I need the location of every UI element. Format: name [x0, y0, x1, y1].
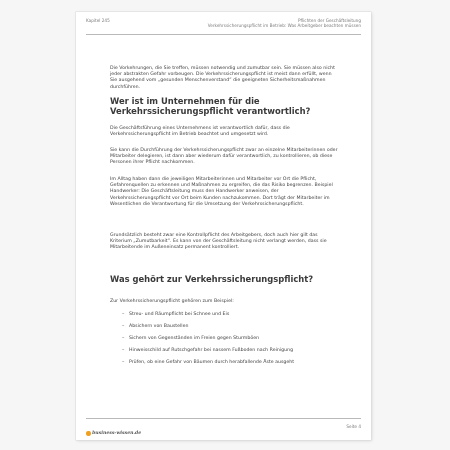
paragraph-responsibility-3: Im Alltag haben dann die jeweiligen Mitarbeiterinnen und Mitarbeiter vor Ort die Pflicht, Gefahrenquellen zu erkennen und Maßnahmen zu ergreifen, die das Risiko begrenzen. Beispiel Handwerker: Die Geschäftsleitung muss den Handwerker anweisen, der Verkehrssicherungspflicht vor Ort beim Kunden nachzukommen. Dort trägt der Mitarbeiter im Wesentlichen die Verantwortung für die Umsetzung der Verkehrssicherungspflicht.	[110, 177, 333, 207]
intro-paragraph: Die Vorkehrungen, die Sie treffen, müssen notwendig und zumutbar sein. Sie müssen also nicht jeder abstrakten Gefahr vorbeugen. Die Verkehrssicherungspflicht ist meist dann erfüllt, wenn Sie ausgehend vom „gesunden Menschenverstand“ die geeigneten Sicherheitsmaßnahmen durchführen.	[110, 66, 335, 90]
running-title-line2: Verkehrssicherungspflicht im Betrieb: Was Arbeitgeber beachten müssen	[207, 23, 361, 29]
bullet-dash: –	[122, 360, 125, 365]
page-number: Seite 4	[346, 424, 361, 429]
list-item	[122, 336, 259, 342]
section-heading-responsibility: Wer ist im Unternehmen für die Verkehrssicherungspflicht verantwortlich?	[110, 96, 311, 117]
paragraph-responsibility-2: Sie kann die Durchführung der Verkehrssicherungspflicht zwar an einzelne Mitarbeiterinnen oder Mitarbeiter delegieren, ist dann aber wiederum dafür verantwortlich, zu kontrollieren, ob diese Personen ihrer Pflicht nachkommen.	[110, 148, 338, 166]
page-footer	[86, 418, 361, 436]
running-title-line1: Pflichten der Geschäftsleitung	[297, 18, 361, 23]
page-header	[86, 18, 361, 35]
logo-text: business-wissen.de	[92, 431, 142, 436]
list-item-text: Streu- und Räumpflicht bei Schnee und Eis	[129, 312, 230, 317]
list-item	[122, 348, 293, 354]
list-item	[122, 312, 229, 318]
list-item	[122, 360, 294, 366]
list-intro: Zur Verkehrssicherungspflicht gehören zum Beispiel:	[110, 299, 234, 304]
logo-dot-icon	[86, 431, 91, 436]
list-item	[122, 324, 188, 330]
chapter-label: Kapitel 245	[86, 18, 110, 23]
paragraph-responsibility-4: Grundsätzlich besteht zwar eine Kontrollpflicht des Arbeitgebers, doch auch hier gilt das Kriterium „Zumutbarkeit“. Es kann von der Geschäftsleitung nicht verlangt werden, dass sie Mitarbeitende im Außeneinsatz permanent kontrolliert.	[110, 233, 327, 251]
bullet-dash: –	[122, 336, 125, 341]
bullet-dash: –	[122, 348, 125, 353]
bullet-dash: –	[122, 324, 125, 329]
document-page	[76, 12, 371, 440]
bullet-dash: –	[122, 312, 125, 317]
list-item-text: Hinweisschild auf Rutschgefahr bei nassem Fußboden nach Reinigung	[129, 348, 294, 353]
list-item-text: Sichern von Gegenständen im Freien gegen Sturmböen	[129, 336, 260, 341]
brand-logo	[86, 423, 142, 436]
list-item-text: Prüfen, ob eine Gefahr von Bäumen durch herabfallende Äste ausgeht	[129, 360, 295, 365]
section-heading-duties: Was gehört zur Verkehrssicherungspflicht?	[110, 274, 314, 284]
paragraph-responsibility-1: Die Geschäftsführung eines Unternehmens ist verantwortlich dafür, dass die Verkehrssicherungspflicht im Betrieb beachtet und umgesetzt wird.	[110, 126, 290, 138]
list-item-text: Absichern von Baustellen	[129, 324, 189, 329]
running-title	[208, 18, 361, 29]
